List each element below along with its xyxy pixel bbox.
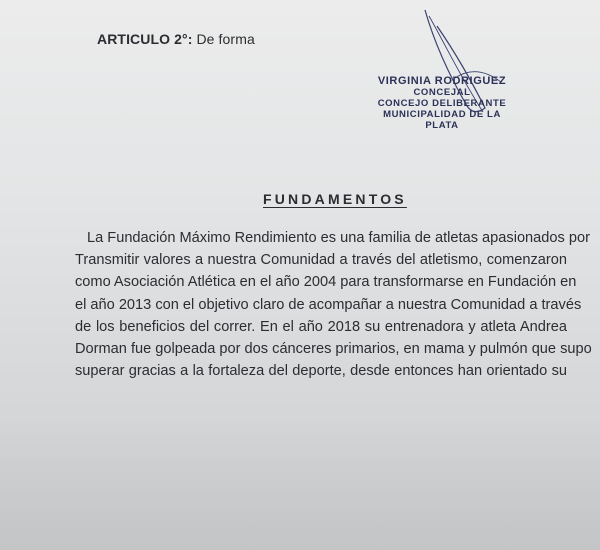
paper-shadow: [0, 420, 600, 550]
paragraph-line: como Asociación Atlética en el año 2004 para transformarse en Fundación en: [75, 274, 577, 291]
paragraph-line: Dorman fue golpeada por dos cánceres primarios, en mama y pulmón que supo: [75, 340, 592, 357]
stamp-body: CONCEJO DELIBERANTE: [377, 98, 507, 109]
stamp-role: CONCEJAL: [413, 87, 471, 98]
stamp-municipality: MUNICIPALIDAD DE LA PLATA: [383, 109, 501, 131]
stamp-name: VIRGINIA RODRIGUEZ: [377, 75, 507, 87]
paragraph-line: superar gracias a la fortaleza del deporte, desde entonces han orientado su: [75, 363, 567, 380]
official-stamp: [372, 76, 512, 131]
section-heading: FUNDAMENTOS: [263, 191, 407, 207]
articulo-label: ARTICULO 2°:: [97, 31, 193, 47]
paragraph-line: el año 2013 con el objetivo claro de acompañar a nuestra Comunidad a través: [75, 296, 582, 313]
fundamentos-paragraph: [75, 227, 592, 382]
paragraph-line: de los beneficios del correr. En el año 2018 su entrenadora y atleta Andrea: [75, 318, 567, 335]
paragraph-line: La Fundación Máximo Rendimiento es una familia de atletas apasionados por: [87, 230, 590, 246]
articulo-text: De forma: [196, 31, 255, 47]
paragraph-line: Transmitir valores a nuestra Comunidad a través del atletismo, comenzaron: [75, 252, 567, 269]
articulo-line: [97, 31, 255, 47]
